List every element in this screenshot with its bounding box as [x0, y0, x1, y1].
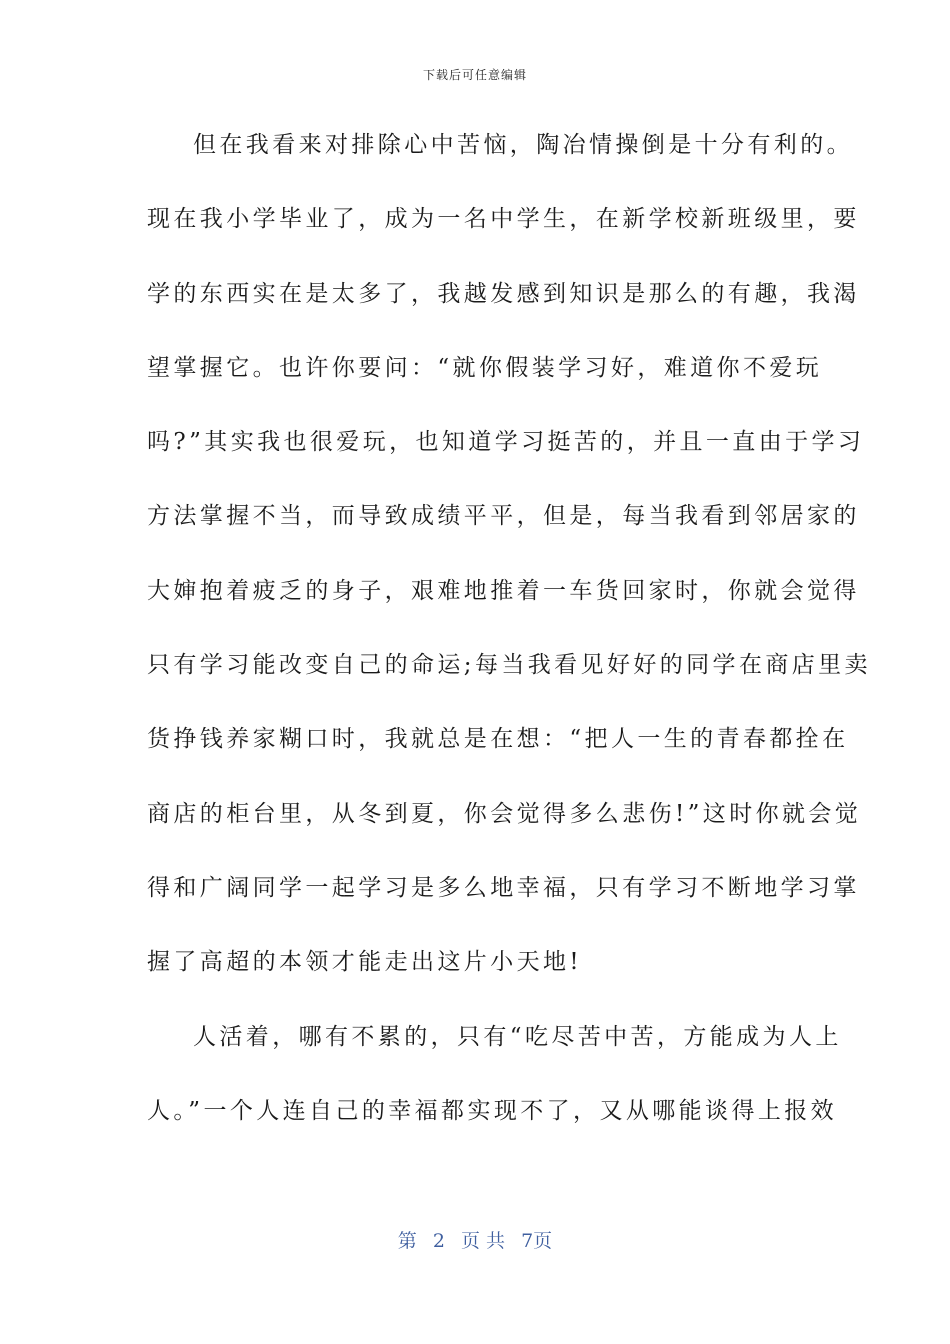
text-line: 人。”一个人连自己的幸福都实现不了，又从哪能谈得上报效: [147, 1097, 838, 1124]
text-line: 握了高超的本领才能走出这片小天地!: [147, 949, 583, 976]
footer-prefix: 第: [397, 1230, 417, 1252]
text-line: 但在我看来对排除心中苦恼，陶冶情操倒是十分有利的。: [193, 132, 853, 158]
text-line: 方法掌握不当，而导致成绩平平，但是，每当我看到邻居家的: [147, 503, 860, 530]
text-line: 现在我小学毕业了，成为一名中学生，在新学校新班级里，要: [147, 206, 860, 233]
page-header: 下载后可任意编辑: [422, 68, 527, 82]
text-line: 人活着，哪有不累的，只有“吃尽苦中苦，方能成为人上: [193, 1023, 842, 1050]
text-line: 吗?”其实我也很爱玩，也知道学习挺苦的，并且一直由于学习: [147, 429, 865, 456]
text-line: 货挣钱养家糊口时，我就总是在想：“把人一生的青春都拴在: [147, 726, 849, 753]
footer-page-number: 2: [432, 1230, 445, 1252]
text-line: 大婶抱着疲乏的身子，艰难地推着一车货回家时，你就会觉得: [147, 577, 860, 604]
text-line: 商店的柜台里，从冬到夏，你会觉得多么悲伤!”这时你就会觉: [147, 800, 862, 827]
text-line: 得和广阔同学一起学习是多么地幸福，只有学习不断地学习掌: [147, 874, 860, 901]
text-line: 只有学习能改变自己的命运;每当我看见好好的同学在商店里卖: [147, 652, 871, 679]
text-line: 望掌握它。也许你要问：“就你假装学习好，难道你不爱玩: [147, 354, 823, 381]
body-text: [147, 127, 871, 1167]
footer-middle: 页 共: [461, 1230, 506, 1252]
page-footer: [0, 1226, 950, 1253]
footer-total-pages: 7页: [521, 1230, 553, 1252]
text-line: 学的东西实在是太多了，我越发感到知识是那么的有趣，我渴: [147, 280, 860, 307]
